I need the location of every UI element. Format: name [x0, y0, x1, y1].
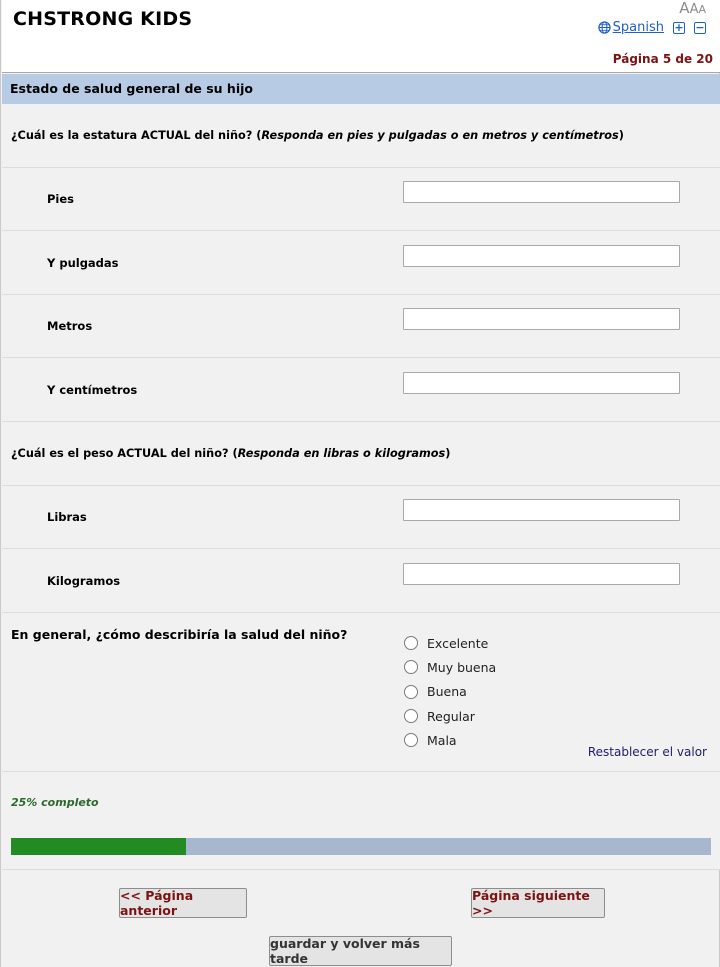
- save-and-return-button[interactable]: guardar y volver más tarde: [269, 936, 452, 966]
- radio-button[interactable]: [404, 660, 418, 674]
- weight-question-prefix: ¿Cuál es el peso ACTUAL del niño? (: [11, 447, 238, 460]
- font-size-medium-button[interactable]: A: [689, 2, 699, 17]
- option-label: Regular: [427, 708, 475, 724]
- option-label: Muy buena: [427, 659, 497, 675]
- height-question-prefix: ¿Cuál es la estatura ACTUAL del niño? (: [11, 129, 262, 142]
- zoom-out-button[interactable]: −: [695, 20, 705, 34]
- option-excelente[interactable]: [404, 631, 496, 655]
- centimeters-row: [2, 358, 720, 422]
- height-question-suffix: ): [618, 129, 624, 142]
- weight-question-text: [11, 447, 450, 460]
- meters-label: Metros: [47, 319, 93, 333]
- zoom-in-button[interactable]: +: [674, 20, 684, 34]
- previous-page-button[interactable]: << Página anterior: [119, 888, 247, 918]
- height-question-instructions: Responda en pies y pulgadas o en metros y centímetros: [261, 129, 619, 142]
- health-question-text: En general, ¿cómo describiría la salud del niño?: [11, 627, 348, 642]
- font-size-controls: [679, 0, 706, 17]
- page-indicator: Página 5 de 20: [612, 52, 713, 66]
- radio-button[interactable]: [404, 636, 418, 650]
- option-regular[interactable]: [404, 704, 496, 728]
- health-question-row: [2, 613, 720, 772]
- inches-row: [2, 231, 720, 295]
- progress-bar-fill: [11, 838, 186, 855]
- option-label: Mala: [427, 732, 457, 748]
- pounds-row: [2, 486, 720, 549]
- kilograms-label: Kilogramos: [47, 574, 121, 588]
- language-controls: [598, 20, 706, 35]
- health-options: [404, 631, 496, 752]
- weight-question-suffix: ): [445, 447, 451, 460]
- radio-button[interactable]: [404, 685, 418, 699]
- option-label: Excelente: [427, 635, 489, 651]
- feet-input[interactable]: [403, 181, 680, 203]
- next-page-button[interactable]: Página siguiente >>: [471, 888, 605, 918]
- option-muy-buena[interactable]: [404, 655, 496, 679]
- section-header: Estado de salud general de su hijo: [2, 74, 720, 104]
- centimeters-label: Y centímetros: [47, 383, 138, 397]
- weight-question-instructions: Responda en libras o kilogramos: [237, 447, 446, 460]
- progress-label: 25% completo: [11, 796, 99, 809]
- progress-bar: [11, 838, 711, 855]
- kilograms-input[interactable]: [403, 563, 680, 585]
- font-size-small-button[interactable]: A: [698, 3, 706, 16]
- height-question-row: [2, 104, 720, 168]
- option-buena[interactable]: [404, 680, 496, 704]
- feet-row: [2, 168, 720, 231]
- pounds-input[interactable]: [403, 499, 680, 521]
- feet-label: Pies: [47, 192, 75, 206]
- inches-input[interactable]: [403, 245, 680, 267]
- inches-label: Y pulgadas: [47, 256, 119, 270]
- kilograms-row: [2, 549, 720, 613]
- globe-icon: [598, 21, 611, 34]
- progress-row: [2, 772, 720, 870]
- survey-title: CHSTRONG KIDS: [13, 8, 193, 30]
- radio-button[interactable]: [404, 733, 418, 747]
- centimeters-input[interactable]: [403, 372, 680, 394]
- header: [2, 0, 720, 73]
- weight-question-row: [2, 422, 720, 486]
- pounds-label: Libras: [47, 510, 87, 524]
- radio-button[interactable]: [404, 709, 418, 723]
- option-mala[interactable]: [404, 728, 496, 752]
- option-label: Buena: [427, 684, 467, 700]
- language-link-label: Spanish: [612, 20, 664, 35]
- language-link[interactable]: [598, 20, 664, 35]
- meters-row: [2, 295, 720, 358]
- font-size-large-button[interactable]: A: [679, 0, 690, 17]
- meters-input[interactable]: [403, 308, 680, 330]
- reset-value-link[interactable]: Restablecer el valor: [587, 745, 707, 759]
- height-question-text: [11, 129, 624, 142]
